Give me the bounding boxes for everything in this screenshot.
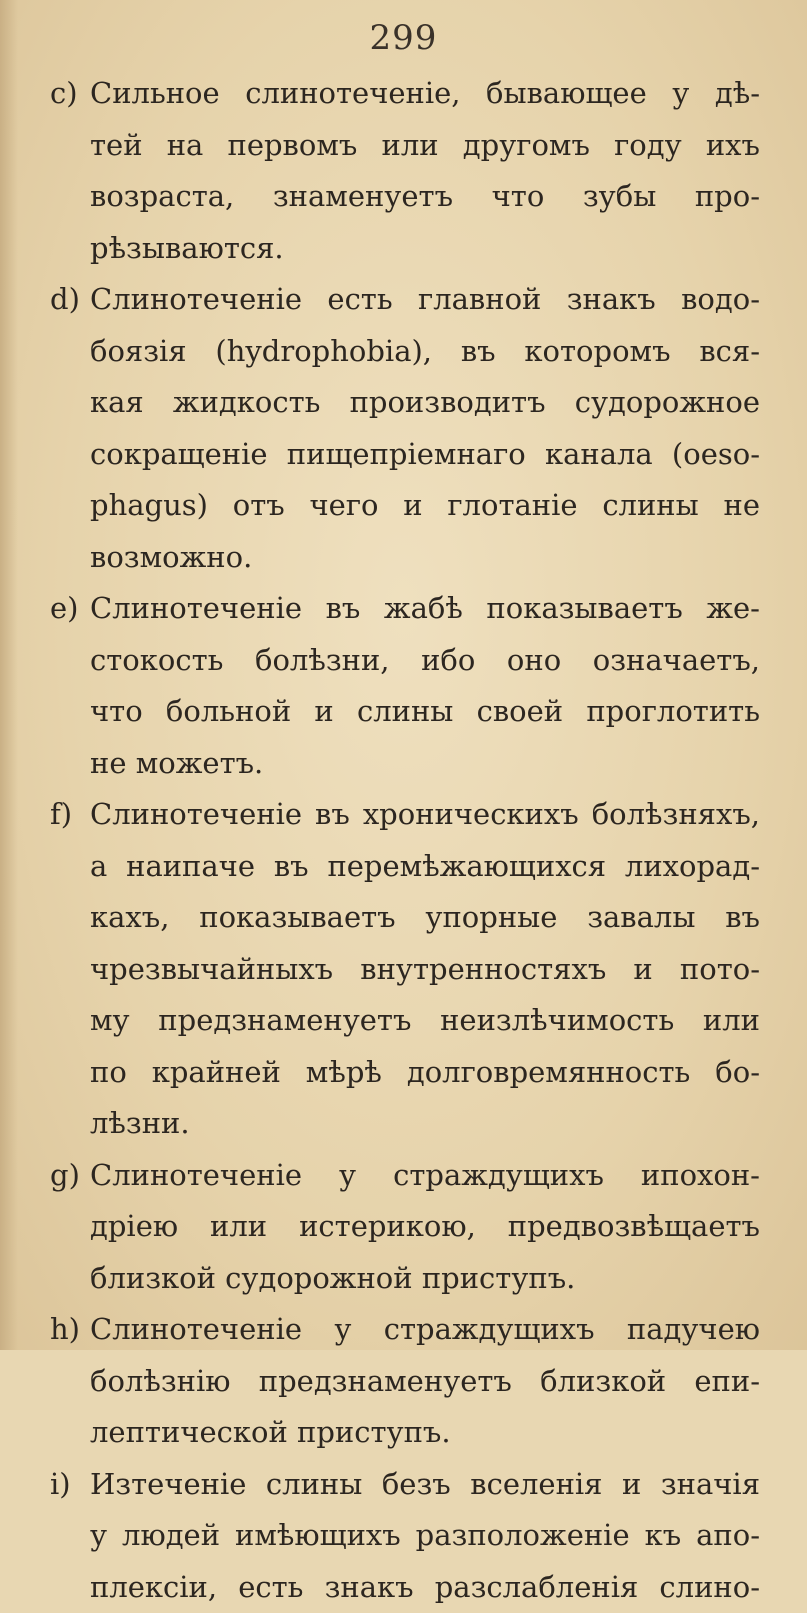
item-d-line-4: сокращеніе пищепріемнаго канала (oeso- [50, 429, 760, 481]
item-f-line-4: чрезвычайныхъ внутренностяхъ и пото- [50, 944, 760, 996]
item-f-line-2: а наипаче въ перемѣжающихся лихорад- [50, 841, 760, 893]
item-marker: h) [50, 1304, 90, 1356]
item-marker: g) [50, 1150, 90, 1202]
item-c-line-1: c) Сильное слинотеченіе, бывающее у дѣ- [50, 68, 760, 120]
item-e-line-1: e) Слинотеченіе въ жабѣ показываетъ же- [50, 583, 760, 635]
item-d-line-3: кая жидкость производитъ судорожное [50, 377, 760, 429]
item-g-line-2: дріею или истерикою, предвозвѣщаетъ [50, 1201, 760, 1253]
item-e-line-2: стокость болѣзни, ибо оно означаетъ, [50, 635, 760, 687]
item-h-line-3: лептической приступъ. [50, 1407, 760, 1459]
item-h-line-1: h) Слинотеченіе у страждущихъ падучею [50, 1304, 760, 1356]
item-f-line-5: му предзнаменуетъ неизлѣчимость или [50, 995, 760, 1047]
item-i-line-2: у людей имѣющихъ разположеніе къ апо- [50, 1510, 760, 1562]
item-c-line-3: возраста, знаменуетъ что зубы про- [50, 171, 760, 223]
item-e-line-3: что больной и слины своей проглотить [50, 686, 760, 738]
page-number: 299 [0, 18, 807, 58]
item-f-line-1: f) Слинотеченіе въ хроническихъ болѣзняхъ, [50, 789, 760, 841]
item-g-line-1: g) Слинотеченіе у страждущихъ ипохон- [50, 1150, 760, 1202]
item-c-line-2: тей на первомъ или другомъ году ихъ [50, 120, 760, 172]
page-edge-shadow [0, 0, 18, 1350]
item-f-line-6: по крайней мѣрѣ долговремянность бо- [50, 1047, 760, 1099]
item-d-line-1: d) Слинотеченіе есть главной знакъ водо- [50, 274, 760, 326]
item-f-line-3: кахъ, показываетъ упорные завалы въ [50, 892, 760, 944]
item-e-line-4: не можетъ. [50, 738, 760, 790]
item-i-line-1: i) Изтеченіе слины безъ вселенія и значія [50, 1459, 760, 1511]
item-marker: f) [50, 789, 90, 841]
item-c-line-4: рѣзываются. [50, 223, 760, 275]
item-g-line-3: близкой судорожной приступъ. [50, 1253, 760, 1305]
page-text [50, 68, 760, 1613]
item-d-line-6: возможно. [50, 532, 760, 584]
item-d-line-2: боязія (hydrophobia), въ которомъ вся- [50, 326, 760, 378]
item-d-line-5: phagus) отъ чего и глотаніе слины не [50, 480, 760, 532]
item-marker: d) [50, 274, 90, 326]
item-marker: i) [50, 1459, 90, 1511]
item-f-line-7: лѣзни. [50, 1098, 760, 1150]
item-h-line-2: болѣзнію предзнаменуетъ близкой епи- [50, 1356, 760, 1408]
item-marker: e) [50, 583, 90, 635]
item-marker: c) [50, 68, 90, 120]
item-i-line-3: плексіи, есть знакъ разслабленія слино- [50, 1562, 760, 1613]
